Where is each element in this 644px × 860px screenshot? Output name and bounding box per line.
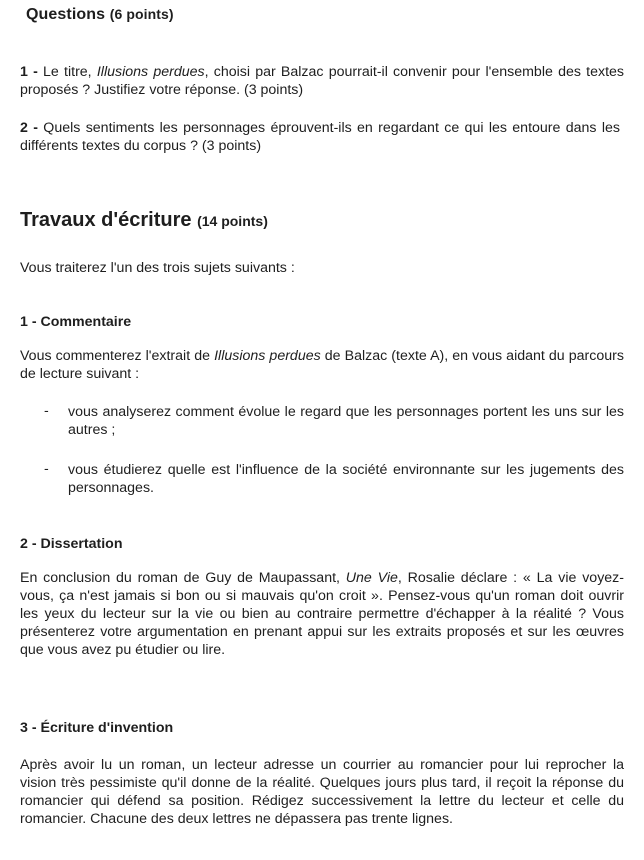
commentaire-text-after: de Balzac (texte A), en vous aidant du parcours de lecture suivant : (20, 348, 624, 382)
commentaire-bullet-2: vous étudierez quelle est l'influence de la société environnante sur les jugements des personnages. (68, 462, 624, 496)
commentaire-text-before: Vous commenterez l'extrait de (20, 348, 211, 364)
dissertation-heading: 2 - Dissertation (20, 536, 123, 552)
bullet-dash-1: - (44, 403, 49, 419)
dissertation-text (20, 569, 624, 659)
travaux-heading (20, 209, 268, 232)
question-1-title: Illusions perdues (96, 64, 205, 80)
travaux-intro: Vous traiterez l'un des trois sujets suivants : (20, 260, 295, 276)
commentaire-instructions (20, 347, 624, 383)
question-1 (20, 63, 624, 99)
question-1-text-before: Le titre, (43, 64, 92, 80)
questions-heading (26, 6, 174, 24)
question-2-number: 2 - (20, 120, 38, 136)
dissertation-text-after: , Rosalie déclare : « La vie voyez-vous, ça n'est jamais si bon ou si mauvais qu'on croit ». Pensez-vous qu'un roman doit ouvrir les yeux du lecteur sur la vie ou bien au contraire permettre d'échapper à la réalité ? Vous présenterez votre argumentation en prenant appui sur les extraits proposés et sur les œuvres que vous avez pu étudier ou lire. (20, 570, 624, 658)
invention-text: Après avoir lu un roman, un lecteur adresse un courrier au romancier pour lui reprocher la vision très pessimiste qu'il donne de la réalité. Quelques jours plus tard, il reçoit la réponse du romancier qui défend sa position. Rédigez successivement la lettre du lecteur et celle du romancier. Chacune des deux lettres ne dépassera pas trente lignes. (20, 757, 624, 827)
invention-heading: 3 - Écriture d'invention (20, 720, 174, 736)
questions-heading-title: Questions (26, 6, 106, 23)
travaux-heading-points: (14 points) (197, 213, 268, 229)
dissertation-title: Une Vie (345, 570, 398, 586)
commentaire-bullet-1: vous analyserez comment évolue le regard que les personnages portent les uns sur les autres ; (68, 404, 624, 438)
commentaire-title: Illusions perdues (214, 348, 321, 364)
bullet-dash-2: - (44, 461, 49, 477)
travaux-heading-title: Travaux d'écriture (20, 209, 192, 231)
question-2-text: Quels sentiments les personnages éprouvent-ils en regardant ce qui les entoure dans les différents textes du corpus ? (3 points) (20, 120, 620, 154)
question-1-number: 1 - (20, 64, 38, 80)
question-2 (20, 119, 620, 155)
questions-heading-points: (6 points) (109, 6, 174, 22)
dissertation-text-before: En conclusion du roman de Guy de Maupassant, (20, 570, 340, 586)
commentaire-heading: 1 - Commentaire (20, 314, 132, 330)
question-1-text-after: , choisi par Balzac pourrait-il convenir pour l'ensemble des textes proposés ? Justifiez votre réponse. (3 points) (20, 64, 625, 98)
